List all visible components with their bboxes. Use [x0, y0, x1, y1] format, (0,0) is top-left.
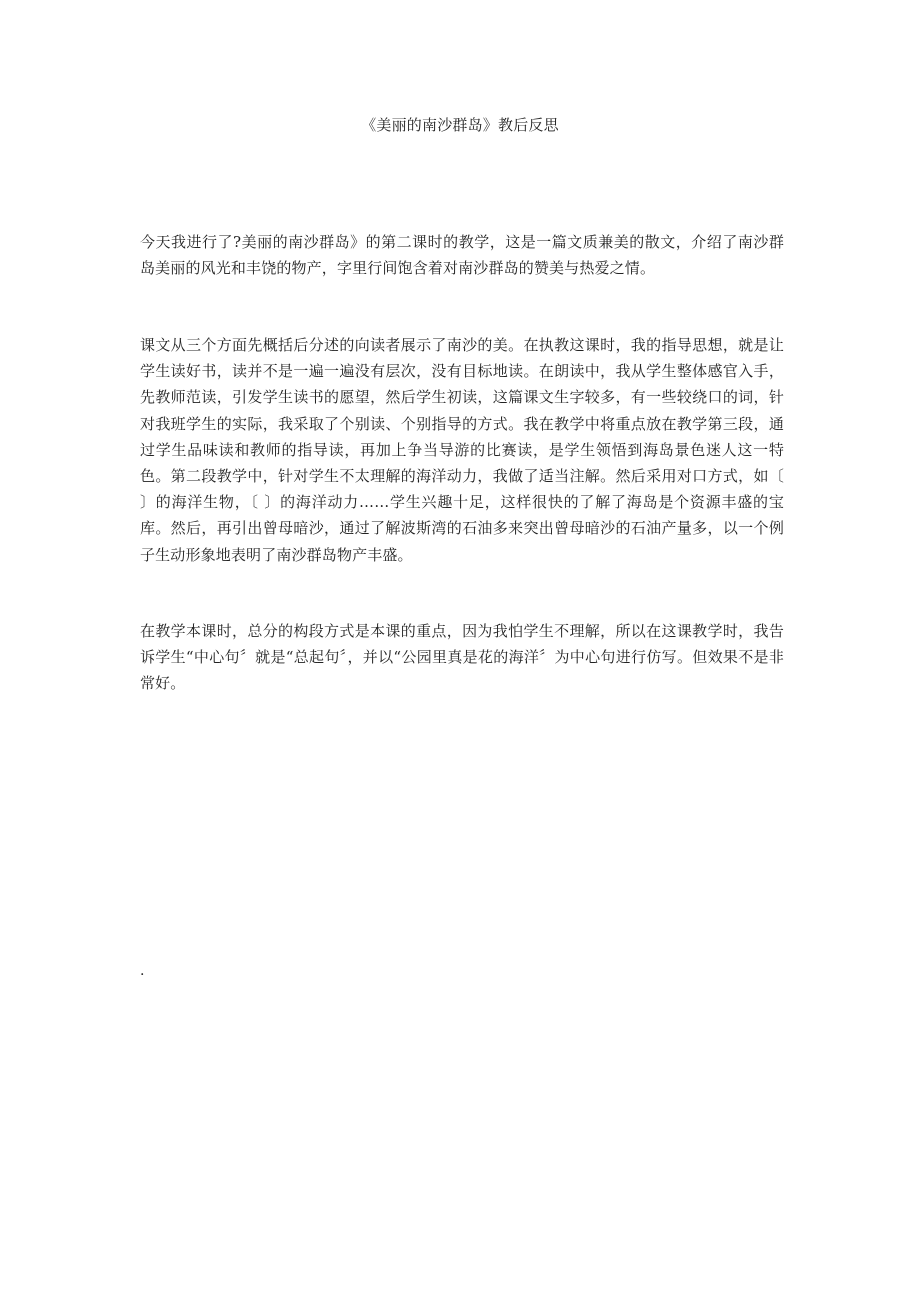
paragraph-intro: 今天我进行了?美丽的南沙群岛》的第二课时的教学，这是一篇文质兼美的散文，介绍了南沙群岛美丽的风光和丰饶的物产，字里行间饱含着对南沙群岛的赞美与热爱之情。	[140, 233, 784, 278]
document-title: 《美丽的南沙群岛》教后反思	[361, 116, 559, 134]
footer-dot: .	[140, 963, 145, 979]
paragraph-reflection: 在教学本课时，总分的构段方式是本课的重点，因为我怕学生不理解，所以在这课教学时，我告诉学生“中心句〞就是“总起句〞，并以“公园里真是花的海洋〞为中心句进行仿写。但效果不是非常好。	[140, 622, 784, 693]
paragraph-teaching-process: 课文从三个方面先概括后分述的向读者展示了南沙的美。在执教这课时，我的指导思想，就是让学生读好书，读并不是一遍一遍没有层次，没有目标地读。在朗读中，我从学生整体感官入手，先教师范读，引发学生读书的愿望，然后学生初读，这篇课文生字较多，有一些较绕口的词，针对我班学生的实际，我采取了个别读、个别指导的方式。我在教学中将重点放在教学第三段，通过学生品味读和教师的指导读，再加上争当导游的比赛读，是学生领悟到海岛景色迷人这一特色。第二段教学中，针对学生不太理解的海洋动力，我做了适当注解。然后采用对口方式，如〔 〕的海洋生物，〔 〕的海洋动力……学生兴趣十足，这样很快的了解了海岛是个资源丰盛的宝库。然后，再引出曾母暗沙，通过了解波斯湾的石油多来突出曾母暗沙的石油产量多，以一个例子生动形象地表明了南沙群岛物产丰盛。	[140, 336, 784, 564]
